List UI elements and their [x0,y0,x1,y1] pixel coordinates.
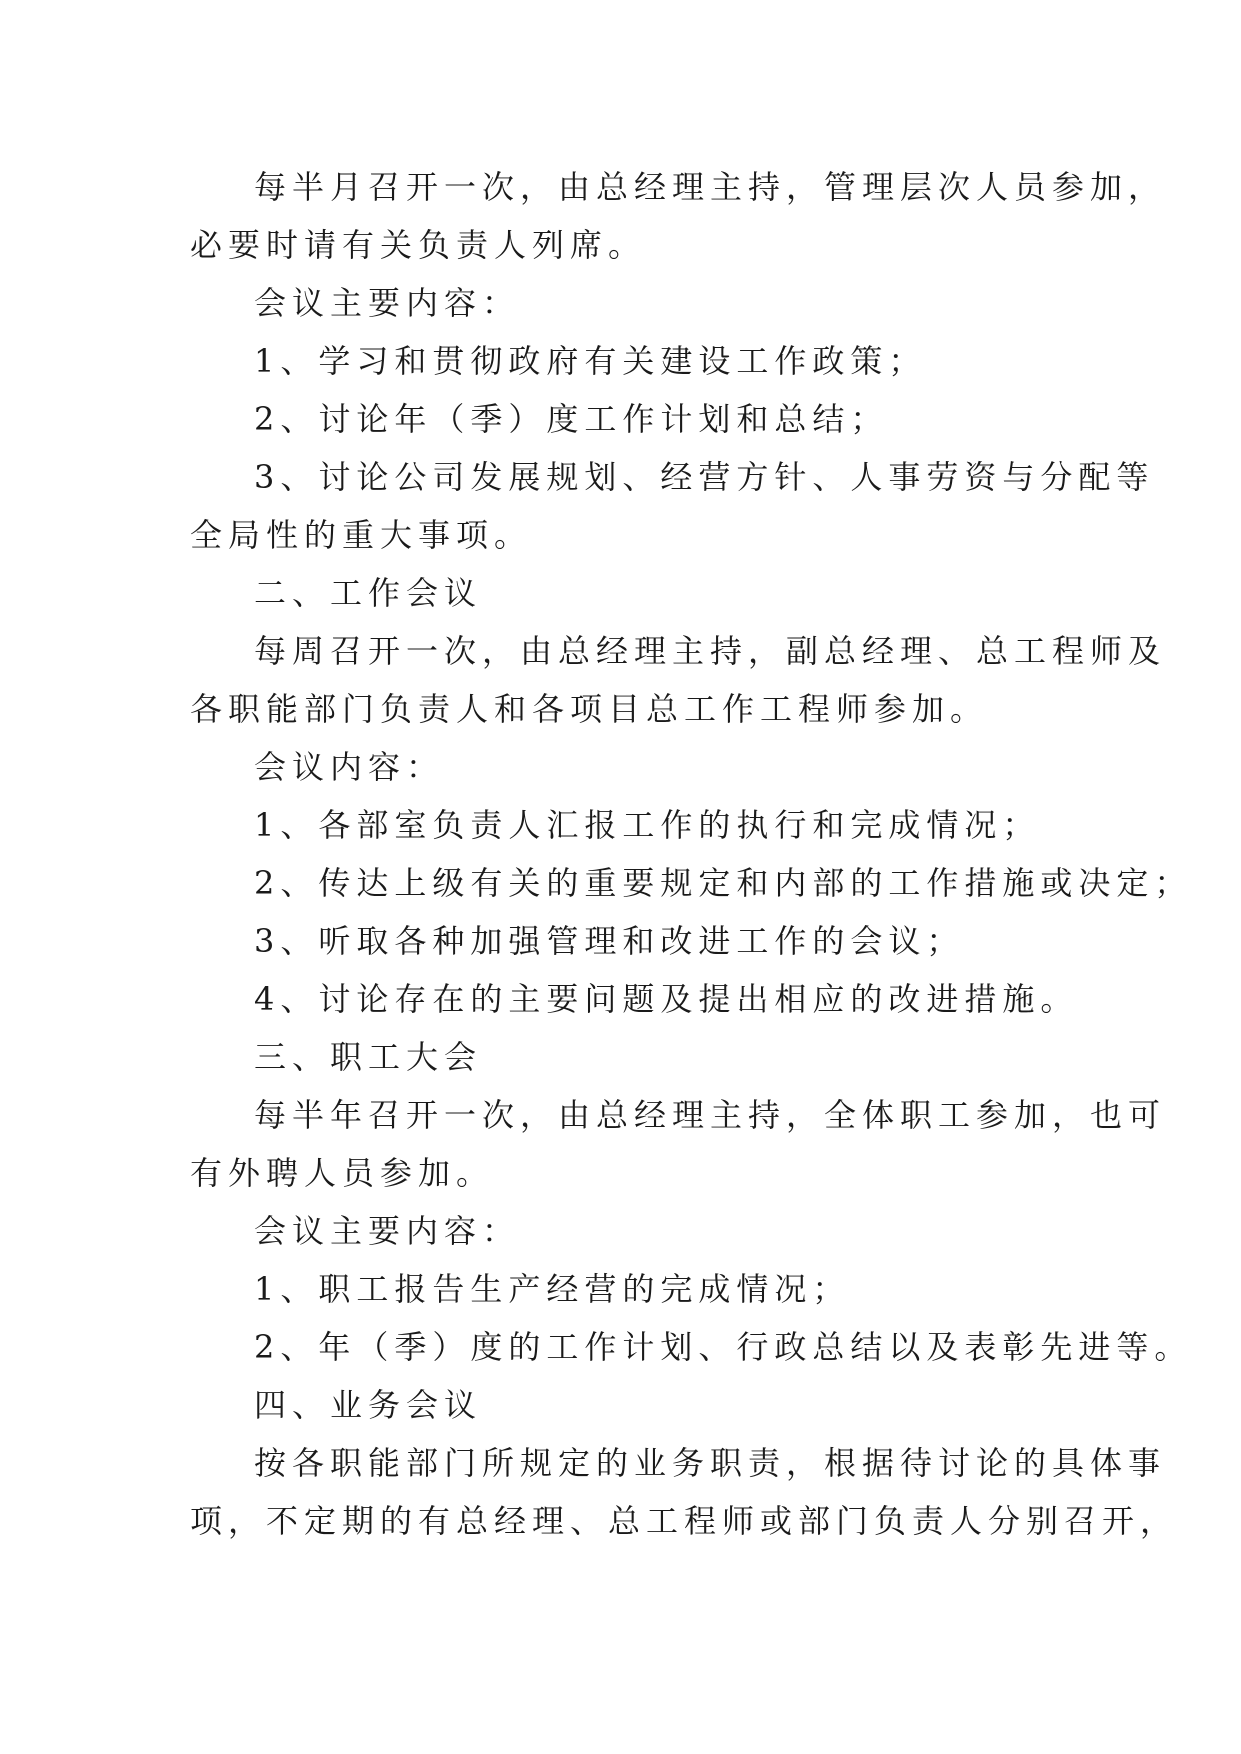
section-label: 会议主要内容： [254,1212,521,1250]
list-item-continuation: 全局性的重大事项。 [190,516,533,554]
list-item: 1、各部室负责人汇报工作的执行和完成情况； [254,806,1041,844]
document-body [190,158,1193,1550]
section-heading: 三、职工大会 [254,1038,483,1076]
list-item: 1、学习和贯彻政府有关建设工作政策； [254,342,927,380]
paragraph-line: 各职能部门负责人和各项目总工作工程师参加。 [190,690,989,728]
paragraph-line: 有外聘人员参加。 [190,1154,495,1192]
paragraph-line: 必要时请有关负责人列席。 [190,226,647,264]
paragraph-line: 按各职能部门所规定的业务职责，根据待讨论的具体事 [254,1444,1167,1482]
list-item: 2、年（季）度的工作计划、行政总结以及表彰先进等。 [254,1328,1193,1366]
list-item: 3、讨论公司发展规划、经营方针、人事劳资与分配等 [254,458,1155,496]
list-item: 3、听取各种加强管理和改进工作的会议； [254,922,965,960]
section-heading: 二、工作会议 [254,574,483,612]
list-item: 1、职工报告生产经营的完成情况； [254,1270,851,1308]
list-item: 2、传达上级有关的重要规定和内部的工作措施或决定； [254,864,1193,902]
paragraph-line: 每半年召开一次，由总经理主持，全体职工参加，也可 [254,1096,1167,1134]
section-heading: 四、业务会议 [254,1386,483,1424]
section-label: 会议内容： [254,748,445,786]
paragraph-line: 每半月召开一次，由总经理主持，管理层次人员参加， [254,168,1167,206]
list-item: 2、讨论年（季）度工作计划和总结； [254,400,889,438]
paragraph-line: 每周召开一次，由总经理主持，副总经理、总工程师及 [254,632,1167,670]
section-label: 会议主要内容： [254,284,521,322]
paragraph-line: 项，不定期的有总经理、总工程师或部门负责人分别召开， [190,1502,1179,1540]
list-item: 4、讨论存在的主要问题及提出相应的改进措施。 [254,980,1079,1018]
